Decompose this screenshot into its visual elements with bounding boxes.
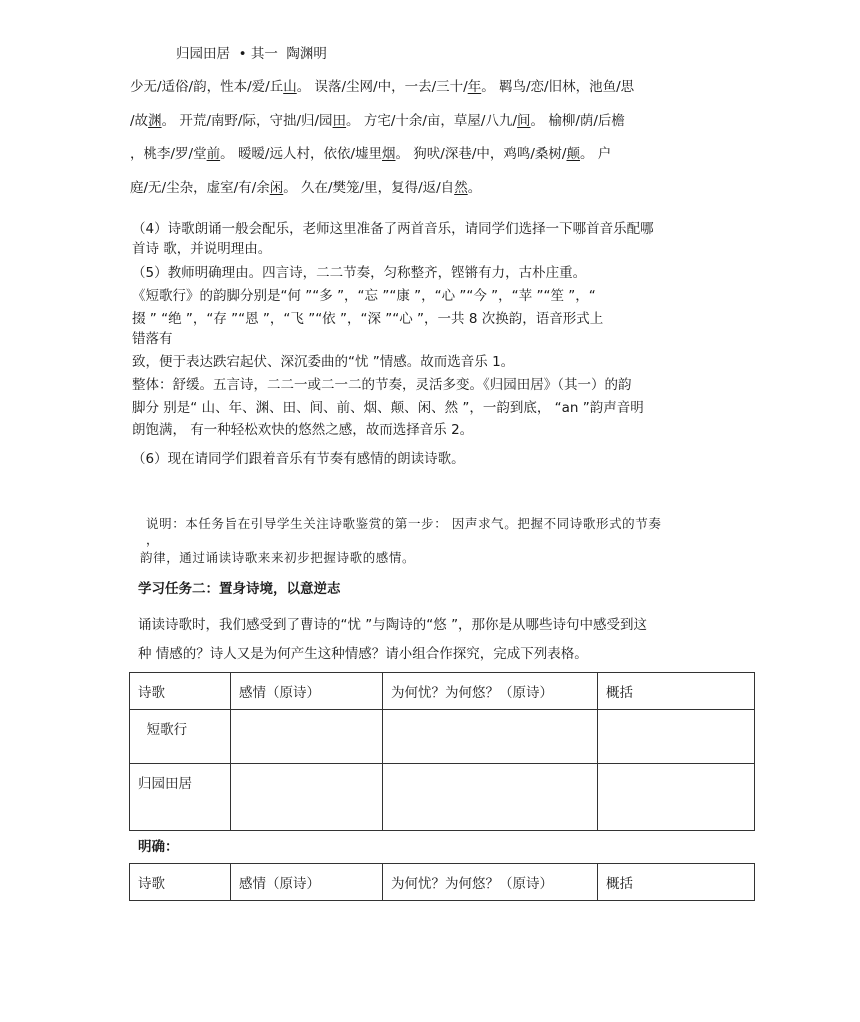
table-header-cell: 感情（原诗） bbox=[231, 673, 383, 710]
table-header-row bbox=[130, 673, 755, 710]
note-line-2: 韵律，通过诵读诗歌来来初步把握诗歌的感情。 bbox=[140, 550, 416, 565]
table-cell[interactable] bbox=[231, 710, 383, 764]
table-header-cell: 诗歌 bbox=[130, 673, 231, 710]
table-cell[interactable] bbox=[383, 764, 598, 831]
rhyme-word: 前 bbox=[206, 146, 221, 162]
table-header-cell: 诗歌 bbox=[130, 864, 231, 901]
poem-segment: 。 狗吠/深巷/中，鸡鸣/桑树/ bbox=[395, 146, 567, 162]
step-6-text: （6）现在请同学们跟着音乐有节奏有感情的朗读诗歌。 bbox=[132, 451, 465, 467]
rhyme-word: 颠 bbox=[566, 146, 580, 162]
table-header-cell: 概括 bbox=[598, 673, 755, 710]
poem-line-4 bbox=[130, 176, 481, 196]
table-header-cell: 为何忧？为何悠？（原诗） bbox=[383, 864, 598, 901]
answer-label: 明确： bbox=[138, 839, 179, 855]
rhyme-word: 闲 bbox=[269, 180, 284, 196]
note-line-1-comma: ， bbox=[146, 532, 160, 547]
step-5-overall-1: 整体：舒缓。五言诗，二二一或二一二的节奏，灵活多变。《归园田居》（其一）的韵 bbox=[132, 377, 632, 393]
analysis-table bbox=[129, 672, 755, 831]
step-4-text: （4）诗歌朗诵一般会配乐，老师这里准备了两首音乐，请同学们选择一下哪首音乐配哪 bbox=[132, 221, 654, 237]
poem-segment: 少无/适俗/韵，性本/爱/丘 bbox=[130, 79, 284, 95]
table-header-row bbox=[130, 864, 755, 901]
step-5-overall-3: 朗饱满， 有一种轻松欢快的悠然之感，故而选择音乐 2。 bbox=[132, 422, 474, 438]
poem-segment: 。 羁鸟/恋/旧林，池鱼/思 bbox=[481, 79, 635, 95]
step-5-overall-2: 脚分 别是“ 山、年、渊、田、间、前、烟、颠、闲、然 ”，一韵到底， “an ”韵声音明 bbox=[132, 400, 644, 416]
rhyme-word: 山 bbox=[283, 79, 297, 95]
rhyme-word: 渊 bbox=[148, 113, 162, 129]
rhyme-word: 田 bbox=[332, 113, 347, 129]
task-2-intro-1: 诵读诗歌时，我们感受到了曹诗的“忧 ”与陶诗的“悠 ”，那你是从哪些诗句中感受到这 bbox=[138, 617, 648, 633]
poem-segment: 。 久在/樊笼/里，复得/返/自 bbox=[283, 180, 455, 196]
poem-line-2 bbox=[130, 109, 625, 129]
poem-line-1 bbox=[130, 75, 634, 95]
table-cell[interactable] bbox=[231, 764, 383, 831]
table-header-cell: 感情（原诗） bbox=[231, 864, 383, 901]
poem-line-3 bbox=[130, 142, 611, 162]
task-2-intro-2: 种 情感的？诗人又是为何产生这种情感？请小组合作探究，完成下列表格。 bbox=[138, 646, 588, 662]
poem-segment: 。 榆柳/荫/后檐 bbox=[530, 113, 625, 129]
table-cell[interactable] bbox=[598, 764, 755, 831]
note-line-1: 说明：本任务旨在引导学生关注诗歌鉴赏的第一步： 因声求气。把握不同诗歌形式的节奏 bbox=[146, 516, 662, 531]
table-cell[interactable] bbox=[383, 710, 598, 764]
rhyme-word: 年 bbox=[467, 79, 482, 95]
table-header-cell: 为何忧？为何悠？（原诗） bbox=[383, 673, 598, 710]
poem-segment: 。 户 bbox=[579, 146, 612, 162]
answer-table bbox=[129, 863, 755, 901]
table-cell[interactable] bbox=[598, 710, 755, 764]
task-2-title: 学习任务二：置身诗境，以意逆志 bbox=[138, 581, 341, 597]
poem-segment: /故 bbox=[130, 113, 149, 129]
poem-segment: 。 暧暧/远人村，依依/墟里 bbox=[220, 146, 382, 162]
poem-segment: 。 方宅/十余/亩，草屋/八九/ bbox=[346, 113, 518, 129]
poem-segment: 。 bbox=[467, 180, 482, 196]
table-row bbox=[130, 764, 755, 831]
step-5-rhymes-1: 《短歌行》的韵脚分别是“何 ”“多 ”，“忘 ”“康 ”，“心 ”“今 ”，“苹 ”“笙 ”，“ bbox=[132, 288, 596, 304]
table-cell: 归园田居 bbox=[130, 764, 231, 831]
step-5-text: （5）教师明确理由。四言诗，二二节奏，匀称整齐，铿锵有力，古朴庄重。 bbox=[132, 265, 587, 281]
table-cell: 短歌行 bbox=[130, 710, 231, 764]
rhyme-word: 烟 bbox=[382, 146, 396, 162]
step-4-text-cont: 首诗 歌，并说明理由。 bbox=[132, 241, 272, 257]
step-5-rhymes-3: 错落有 bbox=[132, 331, 173, 347]
rhyme-word: 然 bbox=[454, 180, 468, 196]
poem-heading: 归园田居 • 其一 陶渊明 bbox=[176, 46, 327, 62]
table-row bbox=[130, 710, 755, 764]
step-5-conclusion-1: 致，便于表达跌宕起伏、深沉委曲的“忧 ”情感。故而选音乐 1。 bbox=[132, 354, 515, 370]
step-5-rhymes-2: 掇 ” “绝 ”，“存 ”“恩 ”，“飞 ”“依 ”，“深 ”“心 ”，一共 8 次换韵，语音形式上 bbox=[132, 311, 604, 327]
rhyme-word: 间 bbox=[517, 113, 531, 129]
poem-segment: 。 误落/尘网/中，一去/三十/ bbox=[296, 79, 468, 95]
poem-segment: 。 开荒/南野/际，守拙/归/园 bbox=[161, 113, 333, 129]
poem-segment: ，桃李/罗/堂 bbox=[130, 146, 207, 162]
table-header-cell: 概括 bbox=[598, 864, 755, 901]
poem-segment: 庭/无/尘杂，虚室/有/余 bbox=[130, 180, 270, 196]
